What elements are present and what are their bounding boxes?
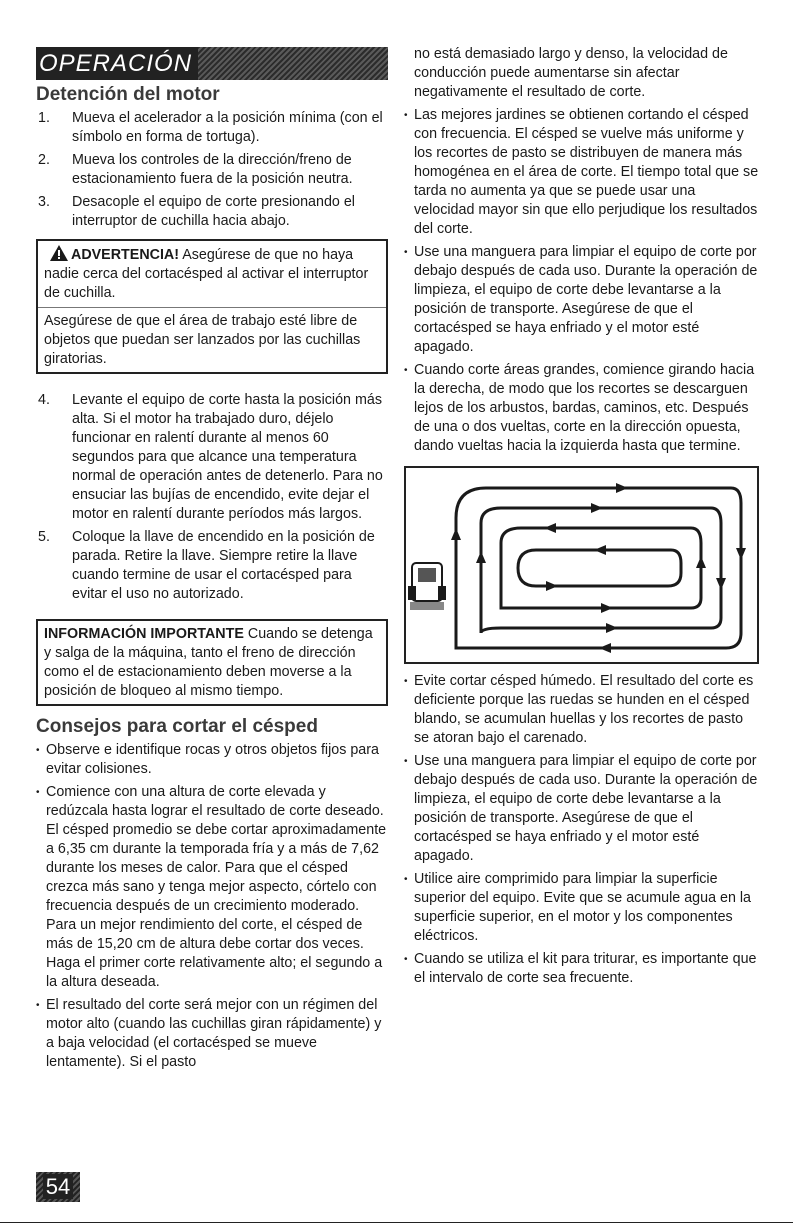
- info-box: INFORMACIÓN IMPORTANTE Cuando se detenga y salga de la máquina, tanto el freno de dirección como el de estacionamiento deben moverse a la posición de bloqueo al mismo tiempo.: [36, 619, 388, 706]
- warning-label: ADVERTENCIA!: [71, 247, 180, 263]
- list-item: 3. Desacople el equipo de corte presionando el interruptor de cuchilla hacia abajo.: [38, 194, 355, 229]
- left-column: [36, 84, 388, 1072]
- warning-box: [36, 239, 388, 374]
- list-item: 1. Mueva el acelerador a la posición mínima (con el símbolo en forma de tortuga).: [38, 110, 383, 145]
- steps-list-b: [36, 391, 388, 604]
- mower-icon: [408, 563, 446, 610]
- divider: [38, 307, 386, 308]
- tips-list-left: [36, 741, 388, 1072]
- steps-list-a: [36, 109, 388, 231]
- list-item: 2. Mueva los controles de la dirección/freno de estacionamiento fuera de la posición neutra.: [38, 152, 353, 187]
- warning-icon: [50, 245, 68, 261]
- section-title: OPERACIÓN: [36, 47, 198, 80]
- tips-list-right-b: [404, 672, 759, 988]
- list-item: • Observe e identifique rocas y otros objetos fijos para evitar colisiones.: [36, 742, 379, 777]
- mowing-pattern-diagram: [404, 466, 759, 664]
- section-banner: [36, 47, 388, 80]
- heading-consejos: Consejos para cortar el césped: [36, 716, 318, 737]
- warning-text-1: ADVERTENCIA! Asegúrese de que no haya nadie cerca del cortacésped al activar el interruptor de cuchilla.: [44, 247, 369, 301]
- heading-detencion: Detención del motor: [36, 84, 220, 105]
- list-item: 5. Coloque la llave de encendido en la posición de parada. Retire la llave. Siempre retire la llave cuando termine de usar el cortacésped para evitar el uso no autorizado.: [38, 529, 375, 602]
- warning-text-2: Asegúrese de que el área de trabajo esté libre de objetos que puedan ser lanzados por las cuchillas giratorias.: [44, 313, 361, 367]
- mowing-path-illustration: [406, 468, 757, 662]
- list-item: • Evite cortar césped húmedo. El resultado del corte es deficiente porque las ruedas se hunden en el césped blando, se acumulan huellas y los recortes de pasto se atoran bajo el carenado.: [404, 673, 754, 746]
- list-item: 4. Levante el equipo de corte hasta la posición más alta. Si el motor ha trabajado duro, déjelo funcionar en ralentí durante al menos 60 segundos para que alcance una temperatura normal de operación antes de detenerlo. Para no ensuciar las bujías de encendido, evite dejar el motor en ralentí durante períodos más largos.: [38, 392, 383, 522]
- list-item: • Use una manguera para limpiar el equipo de corte por debajo después de cada uso. Durante la operación de limpieza, el equipo de corte debe levantarse a la posición de transporte. Asegúrese de que el cortacésped se haya enfriado y el motor esté apagado.: [404, 753, 758, 864]
- page-number: [36, 1172, 80, 1202]
- list-item: • Use una manguera para limpiar el equipo de corte por debajo después de cada uso. Durante la operación de limpieza, el equipo de corte debe levantarse a la posición de transporte. Asegúrese de que el cortacésped se haya enfriado y el motor esté apagado.: [404, 244, 758, 355]
- page-number-text: 54: [43, 1174, 73, 1199]
- tips-list-right-a: [404, 106, 759, 456]
- continuation-text: no está demasiado largo y denso, la velocidad de conducción puede aumentarse sin afectar negativamente el resultado de corte.: [414, 46, 728, 100]
- info-label: INFORMACIÓN IMPORTANTE: [44, 626, 244, 642]
- footer-divider: [0, 1222, 793, 1223]
- list-item: • Comience con una altura de corte elevada y redúzcala hasta lograr el resultado de corte deseado. El césped promedio se debe cortar aproximadamente a 6,35 cm durante la temporada fría y a más de 7,62 durante los meses de calor. Para que el césped crezca más sano y tenga mejor aspecto, córtelo con frecuencia después de un crecimiento moderado. Para un mejor rendimiento del corte, el césped de más de 15,20 cm de altura debe cortar dos veces. Haga el primer corte relativamente alto; el segundo a la altura deseada.: [36, 784, 387, 990]
- list-item: • El resultado del corte será mejor con un régimen del motor alto (cuando las cuchillas giran rápidamente) y a baja velocidad (el cortacésped se mueve lentamente). Si el pasto: [36, 997, 382, 1070]
- right-column: [404, 45, 759, 988]
- list-item: • Las mejores jardines se obtienen cortando el césped con frecuencia. El césped se vuelve más uniforme y los recortes de pasto se distribuyen de manera más homogénea en el área de corte. El tiempo total que se tarda no aumenta ya que se puede usar una velocidad mayor sin que ello perjudique los resultados del corte.: [404, 107, 759, 237]
- list-item: • Utilice aire comprimido para limpiar la superficie superior del equipo. Evite que se acumule agua en la superficie superior, en el motor y los componentes eléctricos.: [404, 871, 751, 944]
- list-item: • Cuando corte áreas grandes, comience girando hacia la derecha, de modo que los recortes se descarguen lejos de los arbustos, bardas, caminos, etc. Después de una o dos vueltas, corte en la dirección opuesta, dando vueltas hacia la izquierda hasta que termine.: [404, 362, 755, 454]
- list-item: • Cuando se utiliza el kit para triturar, es importante que el intervalo de corte sea frecuente.: [404, 951, 757, 986]
